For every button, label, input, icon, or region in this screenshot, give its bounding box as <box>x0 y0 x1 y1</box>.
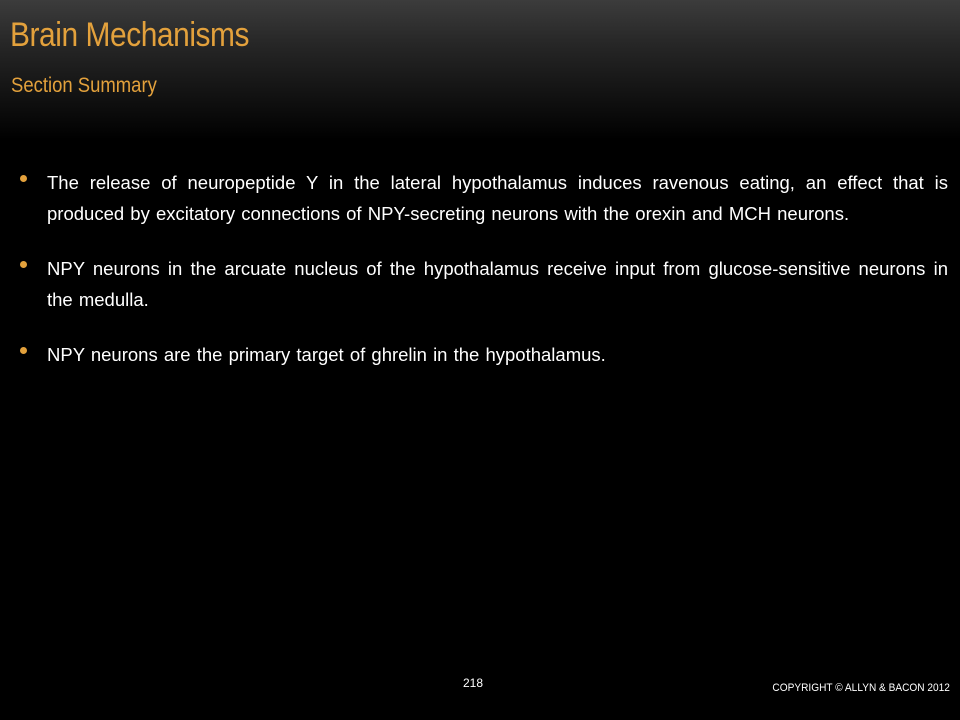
bullet-text: NPY neurons are the primary target of ghrelin in the hypothalamus. <box>47 344 606 365</box>
bullet-list <box>20 167 948 394</box>
bullet-item <box>20 339 948 370</box>
bullet-text: The release of neuropeptide Y in the lateral hypothalamus induces ravenous eating, an effect that is produced by excitatory connections of NPY-secreting neurons with the orexin and MCH neurons. <box>47 172 948 224</box>
bullet-text: NPY neurons in the arcuate nucleus of the hypothalamus receive input from glucose-sensitive neurons in the medulla. <box>47 258 948 310</box>
page-number: 218 <box>463 676 484 690</box>
slide-subtitle: Section Summary <box>11 74 157 97</box>
bullet-item <box>20 253 948 315</box>
bullet-dot-icon <box>20 347 27 354</box>
bullet-dot-icon <box>20 261 27 268</box>
bullet-item <box>20 167 948 229</box>
bullet-dot-icon <box>20 175 27 182</box>
copyright-notice: COPYRIGHT © ALLYN & BACON 2012 <box>772 682 950 694</box>
slide-title: Brain Mechanisms <box>10 16 250 54</box>
